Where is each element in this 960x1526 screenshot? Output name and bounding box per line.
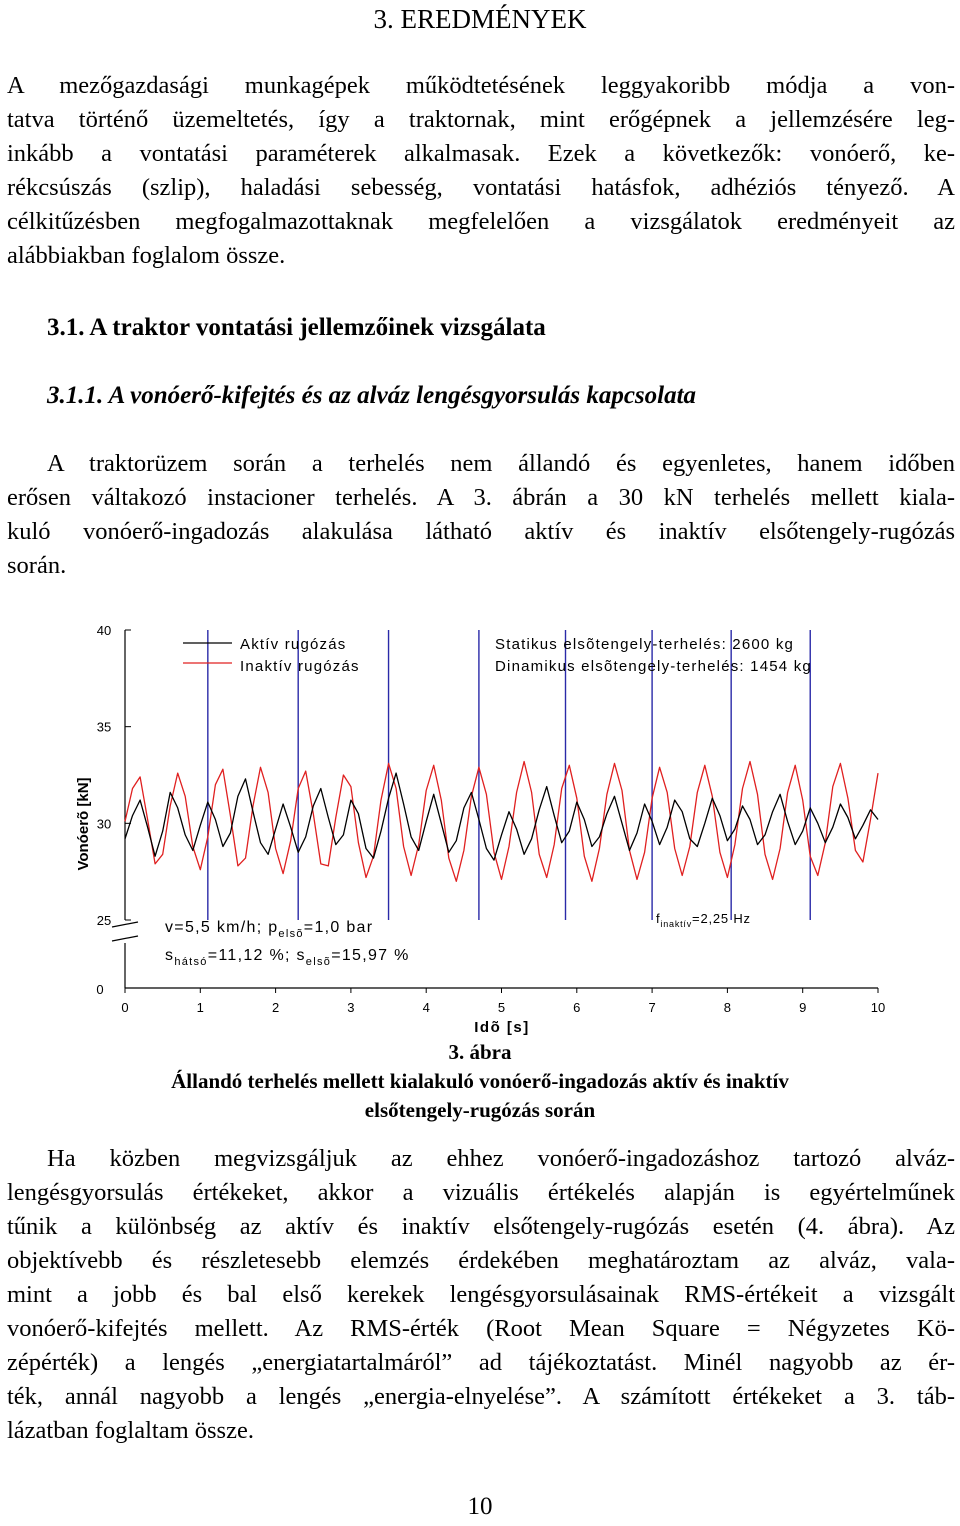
annotation-slip [165, 947, 410, 968]
x-tick-label: 9 [799, 1000, 807, 1015]
annotation-slip-mid: =11,12 %; s [207, 947, 306, 964]
x-tick-label: 5 [497, 1000, 506, 1015]
series-line-inactive [125, 762, 878, 882]
chapter-title: 3. EREDMÉNYEK [373, 4, 587, 34]
series-lines [125, 762, 878, 882]
series-line-active [125, 773, 878, 860]
subsection-title: 3.1.1. A vonóerő-kifejtés és az alváz lengésgyorsulás kapcsolata [47, 382, 697, 409]
y-axis-label: Vonóerõ [kN] [75, 777, 92, 871]
text-line: objektívebb és részletesebb elemzés érdekében meghatároztam az alváz, vala- [7, 1247, 955, 1274]
section-title: 3.1. A traktor vontatási jellemzőinek vizsgálata [47, 314, 546, 341]
annotation-speed-suffix: =1,0 bar [303, 919, 374, 936]
text-line: során. [7, 552, 67, 579]
annotation-slip-end: =15,97 % [331, 947, 410, 964]
x-tick-label: 0 [121, 1000, 129, 1015]
paragraph-1 [7, 447, 955, 583]
annotation-dynamic-load: Dinamikus elsõtengely-terhelés: 1454 kg [495, 658, 812, 675]
text-line: lengésgyorsulás értékeket, akkor a vizuális értékelés alapján is egyértelműnek [7, 1179, 955, 1206]
annotation-speed-prefix: v=5,5 km/h; p [165, 919, 279, 936]
axis-break-mark [112, 922, 138, 927]
text-line: zépérték) a lengés „energiatartalmáról” ad tájékoztatást. Minél nagyobb az ér- [7, 1349, 955, 1376]
text-line: kuló vonóerő-ingadozás alakulása látható aktív és inaktív elsőtengely-rugózás [7, 518, 955, 545]
text-line: mint a jobb és bal első kerekek lengésgyorsulásainak RMS-értékeit a vizsgált [7, 1281, 955, 1308]
annotation-freq-f: f [656, 911, 661, 926]
x-tick-label: 7 [648, 1000, 656, 1015]
x-tick-label: 2 [271, 1000, 280, 1015]
text-line: A traktorüzem során a terhelés nem állandó és egyenletes, hanem időben [47, 450, 955, 477]
text-line: lázatban foglaltam össze. [7, 1417, 254, 1444]
x-tick-label: 8 [723, 1000, 732, 1015]
x-tick-label: 4 [422, 1000, 430, 1015]
annotation-speed [165, 919, 373, 940]
figure-caption-line: elsőtengely-rugózás során [364, 1098, 596, 1122]
text-line: A mezőgazdasági munkagépek működtetésének leggyakoribb módja a von- [7, 72, 955, 99]
x-tick-label: 10 [870, 1000, 886, 1015]
figure-3 [0, 620, 960, 1040]
y-tick-label: 30 [96, 816, 112, 832]
text-line: ték, annál nagyobb a lengés „energia-elnyelése”. A számított értékeket a 3. táb- [7, 1383, 955, 1410]
y-tick-label-zero: 0 [96, 982, 104, 997]
annotation-freq-sub: inaktív [660, 919, 693, 929]
x-tick-label: 3 [347, 1000, 355, 1015]
text-line: inkább a vontatási paraméterek alkalmasak. Ezek a következők: vonóerő, ke- [7, 140, 955, 167]
annotation-speed-sub: elsõ [278, 928, 304, 940]
y-ticks [97, 623, 131, 928]
text-line: vonóerő-kifejtés mellett. Az RMS-érték (Root Mean Square = Négyzetes Kö- [7, 1315, 955, 1342]
annotation-slip-s1: s [165, 947, 175, 964]
legend-label-active: Aktív rugózás [240, 636, 347, 653]
text-line: Ha közben megvizsgáljuk az ehhez vonóerő-ingadozáshoz tartozó alváz- [47, 1145, 955, 1172]
y-tick-label: 35 [96, 719, 112, 735]
paragraph-2 [7, 1142, 955, 1448]
y-tick-label: 25 [96, 913, 112, 928]
annotation-slip-sub1: hátsó [174, 956, 208, 968]
text-line: célkitűzésben megfogalmazottaknak megfelelően a vizsgálatok eredményeit az [7, 208, 955, 235]
text-line: tűnik a különbség az aktív és inaktív elsőtengely-rugózás esetén (4. ábra). Az [7, 1213, 955, 1240]
x-tick-label: 6 [573, 1000, 581, 1015]
annotation-freq-val: =2,25 Hz [692, 911, 751, 926]
figure-number: 3. ábra [448, 1040, 512, 1064]
x-tick-label: 1 [196, 1000, 204, 1015]
x-ticks [121, 988, 885, 1015]
y-tick-label: 40 [96, 623, 112, 638]
text-line: tatva történő üzemeltetés, így a traktornak, mint erőgépnek a jellemzésére leg- [7, 106, 955, 133]
text-line: erősen váltakozó instacioner terhelés. A 3. ábrán a 30 kN terhelés mellett kiala- [7, 484, 955, 511]
text-line: alábbiakban foglalom össze. [7, 242, 286, 269]
legend-label-inactive: Inaktív rugózás [240, 658, 360, 675]
force-chart [0, 620, 960, 1040]
page-number: 10 [467, 1493, 493, 1520]
annotation-frequency [656, 911, 751, 929]
figure-caption-line: Állandó terhelés mellett kialakuló vonóerő-ingadozás aktív és inaktív [171, 1069, 789, 1093]
annotation-static-load: Statikus elsõtengely-terhelés: 2600 kg [495, 636, 795, 653]
intro-paragraph [7, 69, 955, 273]
text-line: rékcsúszás (szlip), haladási sebesség, vontatási hatásfok, adhéziós tényező. A [7, 174, 955, 201]
x-axis-label: Idõ [s] [474, 1019, 530, 1036]
legend [183, 636, 360, 675]
axis-break-mark [112, 936, 138, 941]
annotation-slip-sub2: elsõ [305, 956, 332, 968]
